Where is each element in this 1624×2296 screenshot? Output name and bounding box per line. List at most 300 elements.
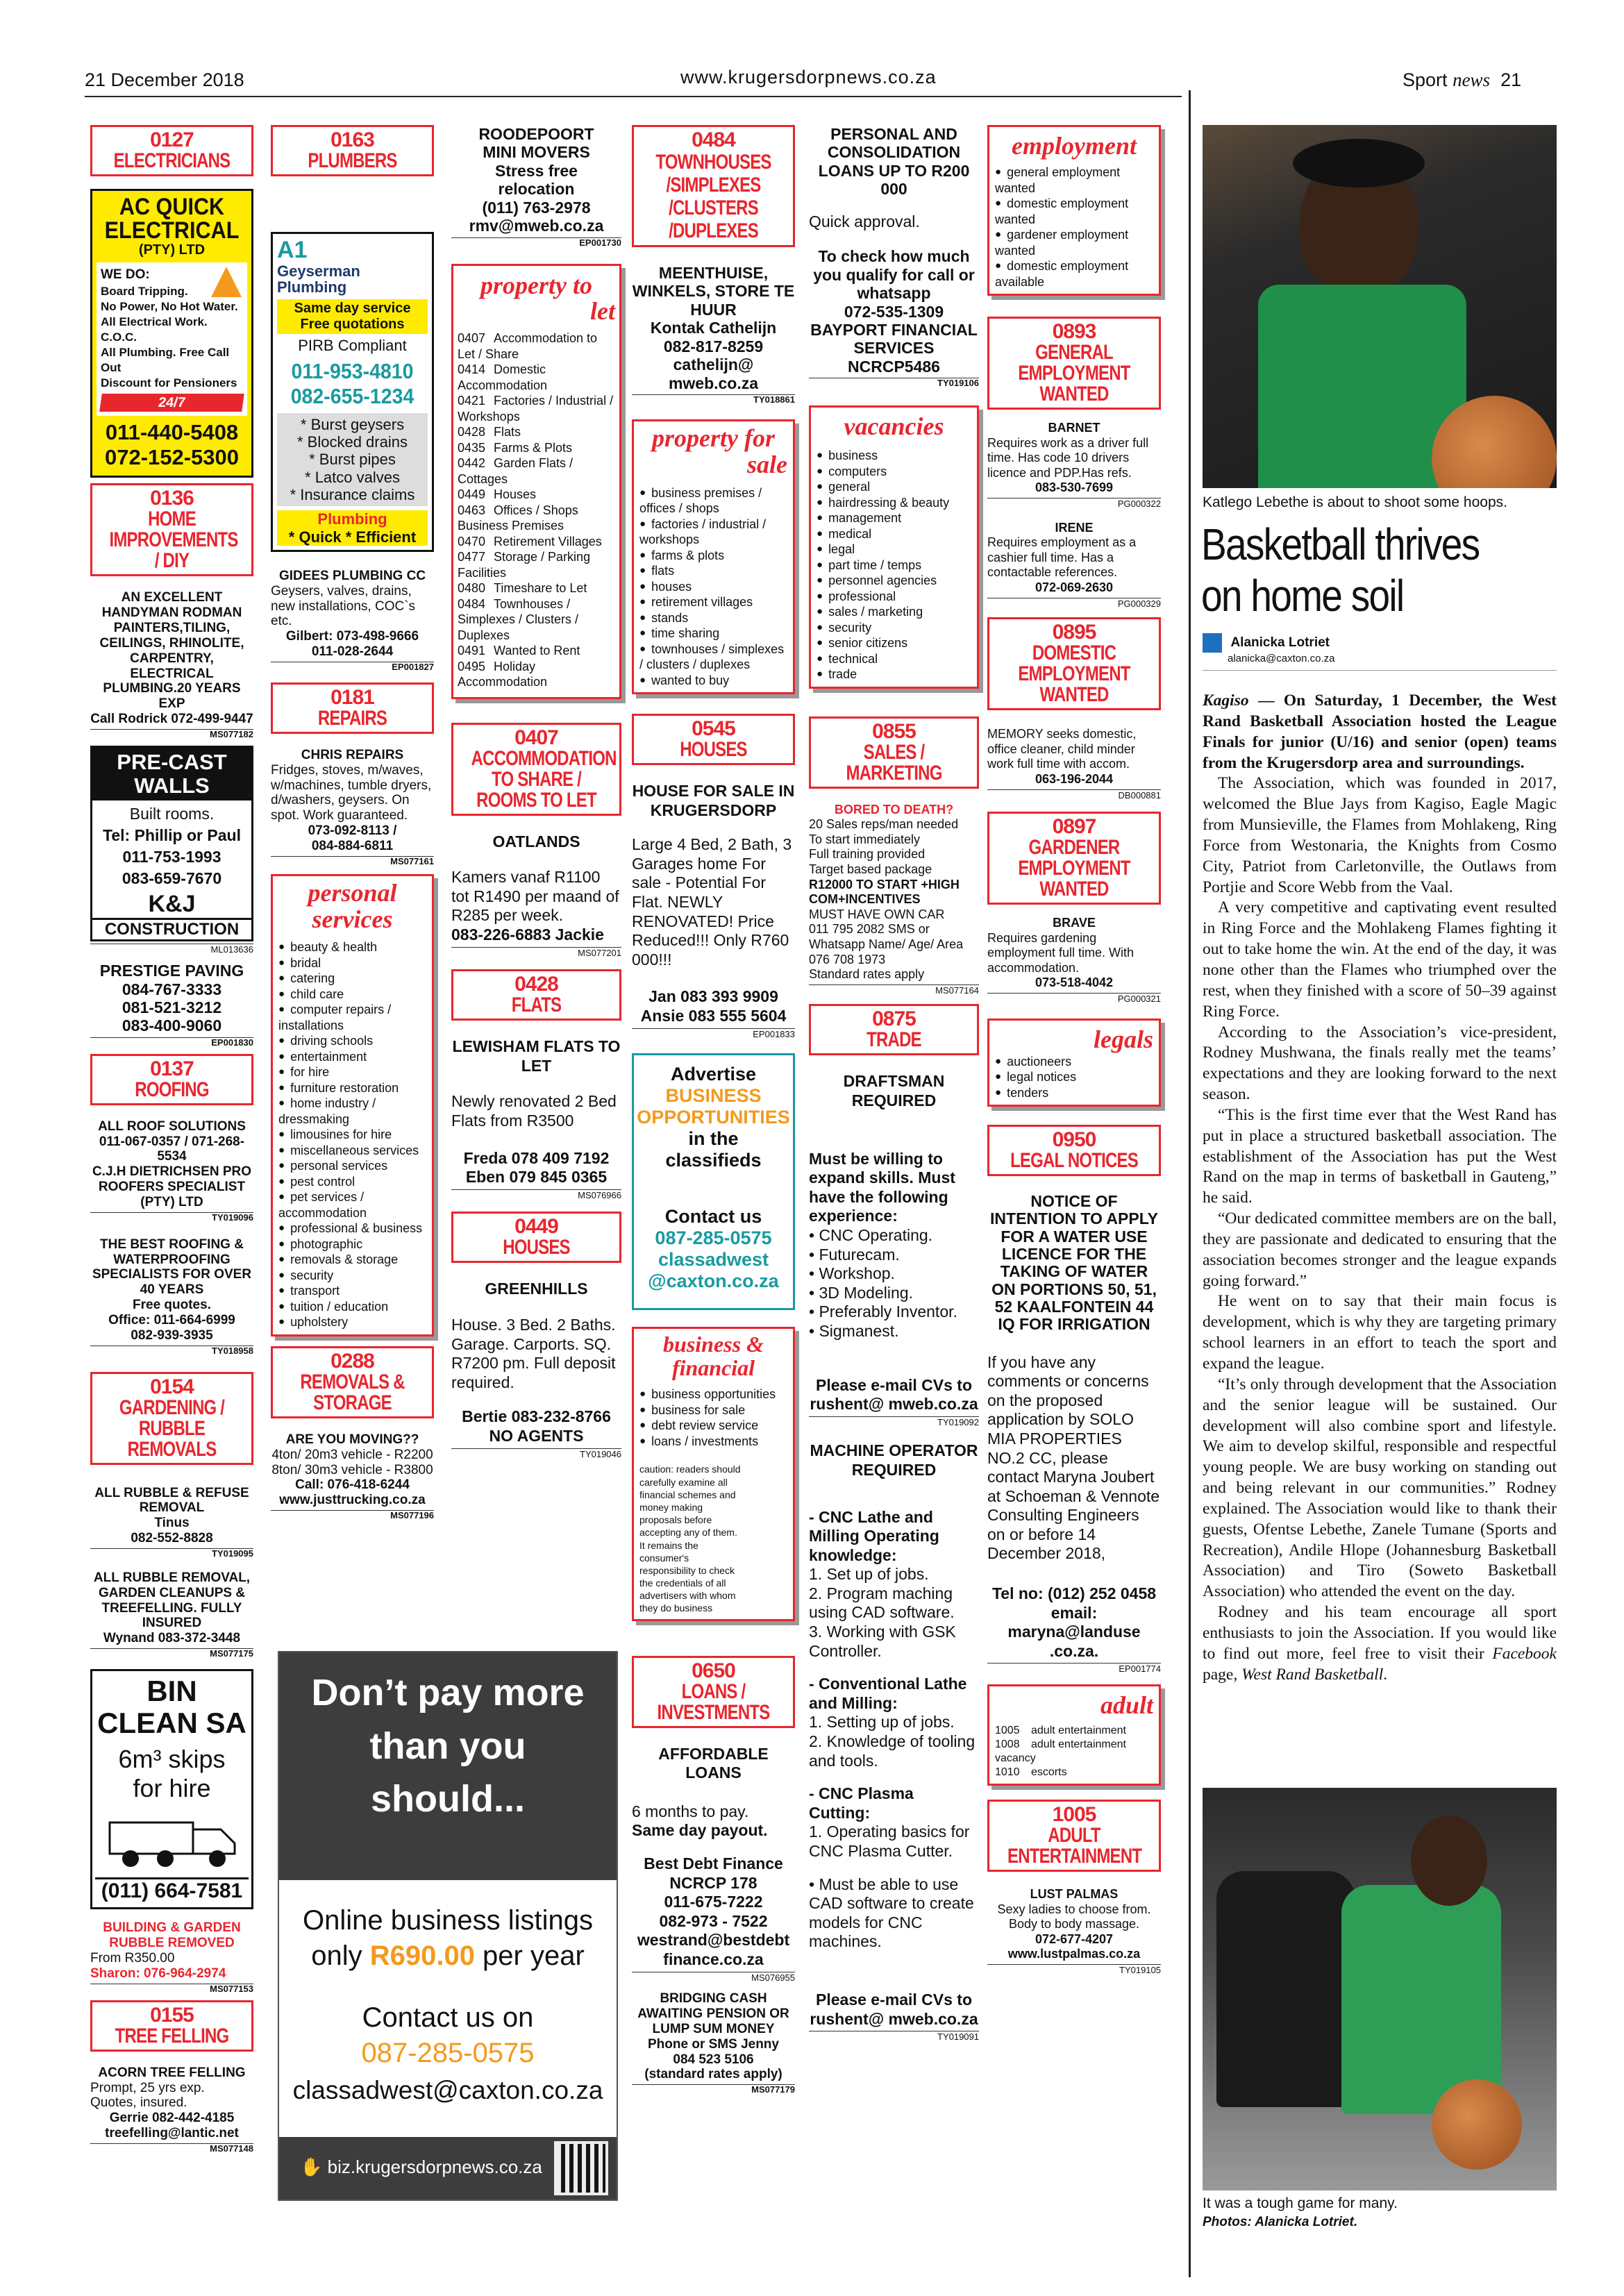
ad-code: EP001830 [90, 1037, 253, 1048]
ad-code: EP001827 [271, 662, 434, 673]
ad-code: MS076955 [632, 1972, 795, 1984]
header-rule [85, 96, 1182, 97]
list-item: ● townhouses / simplexes / clusters / duplexes [639, 642, 787, 673]
acorn-line: Prompt, 25 yrs exp. [90, 2080, 205, 2095]
page-number: 21 [1500, 69, 1522, 90]
machine-title: MACHINE OPERATOR REQUIRED [810, 1441, 978, 1479]
list-item: • Preferably Inventor. [809, 1302, 957, 1321]
acorn-phone: Gerrie 082-442-4185 [109, 2111, 235, 2126]
lust-phone: 072-677-4207 [1035, 1932, 1114, 1946]
section-label [1403, 69, 1521, 91]
barnet-ad [987, 421, 1161, 510]
oatlands-phone: 083-226-6883 Jackie [451, 925, 604, 944]
property-for-sale-title: property for sale [652, 424, 787, 478]
list-item: ● flats [639, 563, 787, 579]
personal-loans-ad [809, 125, 979, 389]
chris-repairs-ad [271, 748, 434, 867]
column-2 [271, 125, 434, 1521]
paving-phone: 083-400-9060 [122, 1016, 222, 1035]
bin-title: BIN [147, 1675, 197, 1708]
list-item: ● pet services / accommodation [278, 1189, 426, 1221]
advertise-ad [632, 1053, 795, 1310]
bridging-ad [632, 1991, 795, 2095]
section-0288: 0288 REMOVALS & STORAGE [271, 1346, 434, 1418]
list-item: ● hairdressing & beauty [817, 495, 971, 511]
list-item: • Workshop. [809, 1264, 895, 1283]
advertise-line: classifieds [665, 1150, 762, 1171]
precast-title: PRE-CAST WALLS [92, 748, 251, 801]
roof2-free: Free quotes. [133, 1298, 211, 1313]
loans-quick: Quick approval. [809, 212, 920, 231]
barnet-body: Requires work as a driver full time. Has code 10 drivers licence and PDP.Has refs. [987, 435, 1149, 480]
brave-phone: 073-518-4042 [1035, 975, 1114, 990]
article-lead: Kagiso — On Saturday, 1 December, the West Rand Basketball Association hosted the League Finals for junior (U/16) and senior (open) teams from the Krugersdorp area and surroundings. [1203, 692, 1557, 772]
bored-line: R12000 TO START +HIGH COM+INCENTIVES [809, 877, 960, 907]
section-0136: 0136 HOME IMPROVEMENTS / DIY [90, 483, 253, 576]
precast-phone: 083-659-7670 [122, 869, 222, 888]
section-1005: 1005 ADULT ENTERTAINMENT [987, 1800, 1161, 1872]
oatlands-title: OATLANDS [492, 832, 580, 850]
handyman-text: AN EXCELLENT HANDYMAN RODMAN PAINTERS,TILING, CEILINGS, RHINOLITE, CARPENTRY, ELECTRICAL PLUMBING.20 YEARS EXP [99, 590, 244, 712]
draftsman-items [809, 1226, 979, 1341]
section-0545: 0545 HOUSES [632, 714, 795, 765]
moving-call: Call: 076-418-6244 [295, 1477, 410, 1493]
list-item: ● part time / temps [817, 558, 971, 573]
bin-phone: (011) 664-7581 [95, 1877, 249, 1903]
list-item: ● time sharing [639, 626, 787, 642]
rubble1-title: ALL RUBBLE & REFUSE REMOVAL [94, 1485, 249, 1516]
ad-code: MS077182 [90, 729, 253, 740]
notice-email[interactable]: maryna@landuse .co.za. [1007, 1623, 1141, 1660]
lust-url[interactable]: www.lustpalmas.co.za [1007, 1947, 1141, 1961]
list-item: 0463 Offices / Shops Business Premises [458, 503, 578, 533]
affordable-title: AFFORDABLE LOANS [658, 1744, 769, 1782]
ac-quick-ad [90, 189, 253, 478]
section-0163: 0163 PLUMBERS [271, 125, 434, 176]
advertise-line: BUSINESS [665, 1085, 762, 1107]
section-0428: 0428 FLATS [451, 969, 621, 1021]
list-item: ● debt review service [639, 1418, 787, 1434]
bridging-contact: Phone or SMS Jenny [648, 2036, 779, 2052]
list-item: ● business for sale [639, 1402, 787, 1418]
gidees-phone2: 011-028-2644 [311, 644, 394, 660]
vacancies-box [809, 405, 979, 689]
notice-title: NOTICE OF INTENTION TO APPLY FOR A WATER USE LICENCE FOR THE TAKING OF WATER ON PORTIONS 50, 51, 52 KAALFONTEIN 44 IQ FOR IRRIGATION [990, 1192, 1158, 1334]
dont-pay-ad [278, 1651, 618, 2201]
article-body [1203, 691, 1557, 1686]
business-financial-list [639, 1386, 787, 1449]
machine-operator-ad [809, 1441, 979, 2042]
a1-service-box: Same day service Free quotations [277, 299, 428, 334]
affordable-phone: 011-675-7222 [664, 1893, 763, 1911]
player-headband [1293, 139, 1425, 187]
brave-ad [987, 916, 1161, 1005]
dont-pay-listings: Online business listings [303, 1905, 593, 1936]
list-item: ● domestic employment available [995, 258, 1153, 290]
ad-code: TY019096 [90, 1212, 253, 1223]
barnet-phone: 083-530-7699 [1035, 480, 1114, 495]
vacancies-list [817, 448, 971, 682]
draftsman-cta: Please e-mail CVs to [816, 1375, 972, 1394]
list-item: ● legal [817, 542, 971, 558]
personal-services-title: personal services [308, 878, 397, 933]
section-0181: 0181 REPAIRS [271, 682, 434, 734]
caution-text: caution: readers should carefully examine all financial schemes and money making proposals before accepting any of them. It remains the consumer's responsibility to check the credentials of all advertisers with whom they do business [639, 1464, 741, 1614]
roof2-cell: 082-939-3935 [131, 1327, 213, 1343]
rubble2-ad [90, 1570, 253, 1659]
advertise-email2[interactable]: @caxton.co.za [648, 1271, 779, 1292]
bin-sub: 6m³ skips [118, 1745, 226, 1774]
ac-quick-sub: (PTY) LTD [138, 242, 206, 258]
ac-quick-line: Board Tripping. [101, 284, 188, 298]
greenhills-phone: Bertie 083-232-8766 [462, 1407, 611, 1426]
list-item: ● security [278, 1268, 426, 1284]
list-item: ● personal services [278, 1158, 426, 1174]
greenhills-body: House. 3 Bed. 2 Baths. Garage. Carports. SQ. R7200 pm. Full deposit required. [451, 1315, 616, 1391]
brave-title: BRAVE [1053, 916, 1096, 930]
precast-brand: K&J [148, 891, 196, 918]
machine-line: 1. Setting up of jobs. [809, 1713, 955, 1732]
bored-line: MUST HAVE OWN CAR [809, 907, 945, 921]
section-news: news [1453, 69, 1491, 90]
article-paragraph: “It’s only through development that the Association and the senior league will be sustained. Our development will also combine sport and lifestyle. We aim to develop skilful, responsible and respectful young people. We are busy working on standing out and being relevant in our communities.” Rodney explained. The Association would like to thank their guests, Ofentse Lebethe, Zanele Tumane (Sports and Recreation), Andile Hlope (Johannesburg Basketball Association) and Tiro (Soweto Basketball Association) who attended the event on the day. [1203, 1375, 1557, 1601]
list-item: ● domestic employment wanted [995, 196, 1153, 227]
list-item: ● general employment wanted [995, 165, 1153, 196]
legal-notice-ad [987, 1193, 1161, 1675]
article-paragraph: “This is the first time ever that the West Rand has put in place a structured basketball association. The establishment of the Association has put the West Rand on the map in terms of basketball in Gauteng,” he said. [1203, 1105, 1557, 1207]
bored-line: 20 Sales reps/man needed [809, 817, 959, 832]
meenthuise-email[interactable]: cathelijn@ mweb.co.za [668, 355, 759, 392]
dont-pay-phone: 087-285-0575 [361, 2038, 535, 2068]
byline-rule [1203, 670, 1557, 671]
loans-title: PERSONAL AND CONSOLIDATION LOANS UP TO R200 000 [818, 125, 970, 199]
bored-line: 011 795 2082 SMS or Whatsapp Name/ Age/ Area 076 708 1973 [809, 922, 964, 966]
irene-phone: 072-069-2630 [1035, 580, 1114, 594]
draftsman-email[interactable]: rushent@ mweb.co.za [810, 1395, 978, 1414]
memory-body: MEMORY seeks domestic, office cleaner, child minder work full time with accom. [987, 727, 1137, 771]
adult-list [995, 1724, 1153, 1779]
list-item: 1008 adult entertainment vacancy [995, 1738, 1126, 1765]
memory-phone: 063-196-2044 [1035, 771, 1114, 786]
list-item: ● trade [817, 667, 971, 682]
ad-code: MS077196 [271, 1510, 434, 1521]
employment-title: employment [1012, 132, 1137, 160]
handshake-icon: ✋ [300, 2156, 323, 2177]
moving-line: 4ton/ 20m3 vehicle - R2200 [271, 1447, 433, 1462]
page-url[interactable]: www.krugersdorpnews.co.za [680, 67, 937, 87]
acorn-title: ACORN TREE FELLING [98, 2065, 246, 2080]
section-0875: 0875 TRADE [809, 1004, 979, 1055]
list-item: ● business [817, 448, 971, 464]
list-item: ● miscellaneous services [278, 1143, 426, 1159]
list-item: • Futurecam. [809, 1245, 900, 1264]
column-divider [1189, 90, 1191, 2277]
acorn-email[interactable]: treefelling@lantic.net [105, 2126, 239, 2141]
machine-line: 3. Working with GSK Controller. [809, 1623, 956, 1660]
rubble2-phone: Wynand 083-372-3448 [103, 1631, 241, 1646]
list-item: ● limousines for hire [278, 1127, 426, 1143]
list-item: 0491 Wanted to Rent [458, 644, 580, 658]
house-title: HOUSE FOR SALE IN KRUGERSDORP [632, 782, 795, 819]
ad-code: MS077153 [90, 1984, 253, 1995]
lust-ad [987, 1887, 1161, 1976]
list-item: ● general [817, 479, 971, 495]
affordable-email[interactable]: westrand@bestdebt finance.co.za [637, 1931, 790, 1968]
section-0127: 0127 ELECTRICIANS [90, 125, 253, 176]
lewisham-phone2: Eben 079 845 0365 [465, 1168, 608, 1187]
section-0407: 0407 ACCOMMODATION TO SHARE / ROOMS TO LET [451, 723, 621, 816]
roof1-name: C.J.H DIETRICHSEN PRO ROOFERS SPECIALIST (PTY) LTD [92, 1164, 252, 1209]
business-financial-title: business & financial [663, 1332, 764, 1380]
advertise-line: in the [688, 1128, 739, 1150]
business-financial-box [632, 1327, 795, 1620]
advertise-email[interactable]: classadwest [658, 1249, 769, 1271]
ad-code: PG000322 [987, 498, 1161, 510]
a1-pirb: PIRB Compliant [298, 336, 407, 354]
roof1-ad [90, 1119, 253, 1223]
list-item: ● senior citizens [817, 635, 971, 651]
list-item: ● furniture restoration [278, 1080, 426, 1096]
list-item: ● bridal [278, 955, 426, 971]
lewisham-phone: Freda 078 409 7192 [463, 1148, 610, 1167]
paving-phone: 081-521-3212 [122, 998, 222, 1016]
building-rubble-ad [90, 1920, 253, 1994]
column-1 [90, 125, 253, 2154]
lust-body: Sexy ladies to choose from. Body to body massage. [997, 1902, 1151, 1932]
moving-line: 8ton/ 30m3 vehicle - R3800 [271, 1462, 433, 1477]
list-item: ● stands [639, 610, 787, 626]
irene-ad [987, 521, 1161, 610]
adult-title: adult [1100, 1691, 1153, 1720]
section-0155: 0155 TREE FELLING [90, 2000, 253, 2052]
personal-services-box [271, 874, 434, 1336]
list-item: ● upholstery [278, 1314, 426, 1330]
dont-pay-contact: Contact us on [362, 2002, 534, 2033]
list-item: ● for hire [278, 1064, 426, 1080]
ad-code: TY019095 [90, 1548, 253, 1559]
bin-clean-ad [90, 1669, 253, 1909]
house-body: Large 4 Bed, 2 Bath, 3 Garages home For sale - Potential For Flat. NEWLY RENOVATED! Price Reduced!!! Only R760 000!!! [632, 835, 792, 969]
article-paragraph: A very competitive and captivating event resulted in Ring Force and the Mohlakeng Flames fighting it out to take home the win. At the end of the day, it was none other than the Flames who triumphed over the rest, when they finished with a score of 50–39 against Ring Force. [1203, 898, 1557, 1021]
section-sport: Sport [1403, 69, 1448, 90]
roof2-title: THE BEST ROOFING & WATERPROOFING SPECIALISTS FOR OVER 40 YEARS [92, 1237, 252, 1298]
list-item: ● wanted to buy [639, 673, 787, 689]
list-item: 0442 Garden Flats / Cottages [458, 456, 574, 486]
section-0897: 0897 GARDENER EMPLOYMENT WANTED [987, 812, 1161, 905]
section-0893: 0893 GENERAL EMPLOYMENT WANTED [987, 317, 1161, 410]
dont-pay-banner: Don’t pay more than you should... [279, 1652, 617, 1880]
meenthuise-phone: 082-817-8259 [663, 337, 764, 355]
list-item: ● loans / investments [639, 1434, 787, 1450]
ac-quick-line: Discount for Pensioners [101, 376, 237, 390]
machine-email[interactable]: rushent@ mweb.co.za [810, 2009, 978, 2028]
paving-phone: 084-767-3333 [122, 980, 222, 998]
list-item: 0449 Houses [458, 487, 537, 502]
bored-line: To start immediately [809, 832, 921, 846]
dont-pay-footer [279, 2137, 617, 2199]
ac-quick-line: No Power, No Hot Water. [101, 299, 238, 313]
photo-katlego [1203, 125, 1557, 488]
lewisham-body: Newly renovated 2 Bed Flats from R3500 [451, 1092, 617, 1130]
dont-pay-price: only R690.00 per year [311, 1941, 585, 1971]
property-to-let-list [458, 330, 615, 690]
machine-line: 1. Operating basics for CNC Plasma Cutter. [809, 1822, 970, 1860]
machine-line: 1. Set up of jobs. [809, 1565, 929, 1584]
roof2-ad [90, 1237, 253, 1357]
ad-code: PG000321 [987, 993, 1161, 1005]
machine-heading: - CNC Plasma Cutting: [809, 1784, 914, 1822]
affordable-phone2: 082-973 - 7522 [659, 1911, 768, 1930]
machine-line: • Must be able to use CAD software to create models for CNC machines. [809, 1875, 974, 1951]
list-item: ● personnel agencies [817, 573, 971, 589]
roof2-office: Office: 011-664-6999 [108, 1312, 235, 1327]
affordable-line: 6 months to pay. [632, 1802, 749, 1820]
precast-line: Built rooms. [129, 805, 215, 823]
roodepoort-email[interactable]: rmv@mweb.co.za [469, 217, 604, 235]
property-for-sale-list [639, 485, 787, 689]
employment-list [995, 165, 1153, 290]
adult-box [987, 1684, 1161, 1786]
loans-call: To check how much you qualify for call or whatsapp [813, 247, 975, 303]
gidees-phone: Gilbert: 073-498-9666 [285, 629, 419, 644]
loans-phone: 072-535-1309 [844, 302, 944, 321]
legals-title: legals [1094, 1025, 1153, 1053]
ad-code: MS077164 [809, 984, 979, 996]
ad-code: MS077175 [90, 1648, 253, 1659]
house-phone: Jan 083 393 9909 [648, 987, 778, 1006]
meenthuise-ad [632, 264, 795, 405]
section-0154: 0154 GARDENING / RUBBLE REMOVALS [90, 1372, 253, 1465]
ac-quick-wedo: WE DO: [101, 267, 150, 282]
ad-code: TY019106 [809, 378, 979, 389]
ad-code: TY019092 [809, 1416, 979, 1428]
a1-phone2: 082-655-1234 [290, 383, 415, 408]
bored-line: Full training provided [809, 847, 926, 862]
list-item: 1010 escorts [995, 1766, 1067, 1779]
paving-ad [90, 962, 253, 1048]
roof1-title: ALL ROOF SOLUTIONS [98, 1118, 246, 1134]
handyman-call: Call Rodrick 072-499-9447 [90, 712, 253, 727]
lewisham-title: LEWISHAM FLATS TO LET [452, 1037, 621, 1075]
handyman-ad [90, 590, 253, 740]
list-item: 0414 Domestic Accommodation [458, 362, 548, 392]
rubble1-name: Tinus [154, 1516, 190, 1531]
greenhills-agents: NO AGENTS [489, 1426, 584, 1445]
column-4 [632, 125, 795, 2095]
house-phone2: Ansie 083 555 5604 [640, 1007, 787, 1025]
vacancies-title: vacancies [844, 412, 944, 441]
list-item: ● sales / marketing [817, 604, 971, 620]
ad-code: TY018861 [632, 394, 795, 405]
list-item: ● child care [278, 987, 426, 1003]
brave-body: Requires gardening employment full time. With accommodation. [987, 930, 1135, 975]
list-item: 0421 Factories / Industrial / Workshops [458, 394, 614, 424]
byline-email[interactable]: alanicka@caxton.co.za [1228, 653, 1335, 664]
list-item: ● computer repairs / installations [278, 1002, 426, 1033]
article-paragraph: “Our dedicated committee members are on the ball, they are passionate and dedicated to ensuring that the association becomes stronger and the league expands going forward.” [1203, 1209, 1557, 1290]
a1-services-list: * Burst geysers * Blocked drains * Burst pipes * Latco valves * Insurance claims [277, 413, 428, 506]
article-paragraph: Rodney and his team encourage all sport enthusiasts to join the Association. If you would like to find out more, feel free to visit their Facebook page, West Rand Basketball. [1203, 1603, 1557, 1684]
section-0449: 0449 HOUSES [451, 1212, 621, 1263]
house-sale-ad [632, 782, 795, 1039]
ad-code: PG000329 [987, 598, 1161, 610]
machine-cta: Please e-mail CVs to [816, 1990, 972, 2009]
draftsman-must: Must be willing to expand skills. Must have the following experience: [809, 1149, 955, 1225]
building-phone: Sharon: 076-964-2974 [90, 1966, 226, 1981]
machine-heading: - CNC Lathe and Milling Operating knowledge: [809, 1507, 939, 1564]
dont-pay-email[interactable]: classadwest@caxton.co.za [292, 2076, 603, 2104]
list-item: 0484 Townhouses / Simplexes / Clusters / Duplexes [458, 596, 579, 642]
machine-line: 2. Knowledge of tooling and tools. [809, 1732, 976, 1770]
ad-code: EP001833 [632, 1028, 795, 1040]
moving-ad [271, 1432, 434, 1521]
roodepoort-line: Stress free [495, 161, 578, 180]
advertise-phone: 087-285-0575 [655, 1227, 772, 1249]
ad-code: ML013636 [90, 944, 253, 955]
list-item: ● pest control [278, 1174, 426, 1190]
rubble1-phone: 082-552-8828 [131, 1531, 213, 1546]
notice-body: If you have any comments or concerns on the proposed application by SOLO MIA PROPERTIES NO.2 CC, please contact Maryna Joubert at Schoeman & Vennote Consulting Engineers on or before 14 December 2018, [987, 1352, 1160, 1563]
ad-code: DB000881 [987, 789, 1161, 801]
draftsman-title: DRAFTSMAN REQUIRED [843, 1072, 945, 1109]
ac-quick-phone2: 072-152-5300 [104, 445, 240, 470]
bin-title2: CLEAN SA [97, 1707, 246, 1740]
ad-code: TY019105 [987, 1964, 1161, 1976]
list-item: ● entertainment [278, 1049, 426, 1065]
ad-code: MS077161 [271, 856, 434, 867]
list-item: • CNC Operating. [809, 1225, 933, 1244]
photo-caption-1: Katlego Lebethe is about to shoot some hoops. [1203, 494, 1507, 510]
photo-caption-2: It was a tough game for many. [1203, 2195, 1398, 2211]
building-price: From R350.00 [90, 1951, 175, 1966]
a1-logo: A1 Geyserman Plumbing [277, 237, 360, 296]
precast-brand-sub: CONSTRUCTION [92, 918, 251, 939]
player-dark-jersey [1216, 1871, 1355, 2107]
bridging-phone: 084 523 5106 [673, 2052, 754, 2067]
roodepoort-ad [451, 125, 621, 249]
roodepoort-title2: MINI MOVERS [483, 143, 590, 162]
acorn-line: Quotes, insured. [90, 2095, 187, 2111]
ad-code: TY018958 [90, 1346, 253, 1357]
moving-url[interactable]: www.justtrucking.co.za [279, 1493, 426, 1508]
dont-pay-url[interactable]: biz.krugersdorpnews.co.za [327, 2156, 542, 2177]
list-item: ● medical [817, 526, 971, 542]
a1-phone1: 011-953-4810 [291, 358, 414, 383]
player-head [1411, 1816, 1487, 1906]
greenhills-ad [451, 1280, 621, 1459]
machine-line: 2. Program maching using CAD software. [809, 1584, 955, 1622]
gidees-ad [271, 569, 434, 673]
oatlands-ad [451, 832, 621, 959]
notice-tel: Tel no: (012) 252 0458 [991, 1584, 1157, 1603]
gidees-body: Geysers, valves, drains, new installations, COC`s etc. [271, 583, 416, 629]
list-item: ● removals & storage [278, 1252, 426, 1268]
article-paragraph: According to the Association’s vice-president, Rodney Mushwana, the finals really met the teams’ expectations and they are looking forward to the next season. [1203, 1023, 1557, 1104]
list-item: 0480 Timeshare to Let [458, 581, 587, 596]
section-0484: 0484 TOWNHOUSES /SIMPLEXES /CLUSTERS /DUPLEXES [632, 125, 795, 247]
lust-title: LUST PALMAS [1030, 1887, 1119, 1902]
list-item: ● security [817, 620, 971, 636]
ad-code: EP001730 [451, 237, 621, 249]
acorn-ad [90, 2065, 253, 2154]
machine-heading: - Conventional Lathe and Milling: [809, 1675, 967, 1712]
ac-quick-line: All Plumbing. Free Call Out [101, 346, 230, 375]
section-0895: 0895 DOMESTIC EMPLOYMENT WANTED [987, 617, 1161, 710]
column-5 [809, 125, 979, 2043]
greenhills-title: GREENHILLS [485, 1280, 588, 1298]
byline-bar-icon [1203, 633, 1222, 653]
property-to-let-box [451, 264, 621, 699]
